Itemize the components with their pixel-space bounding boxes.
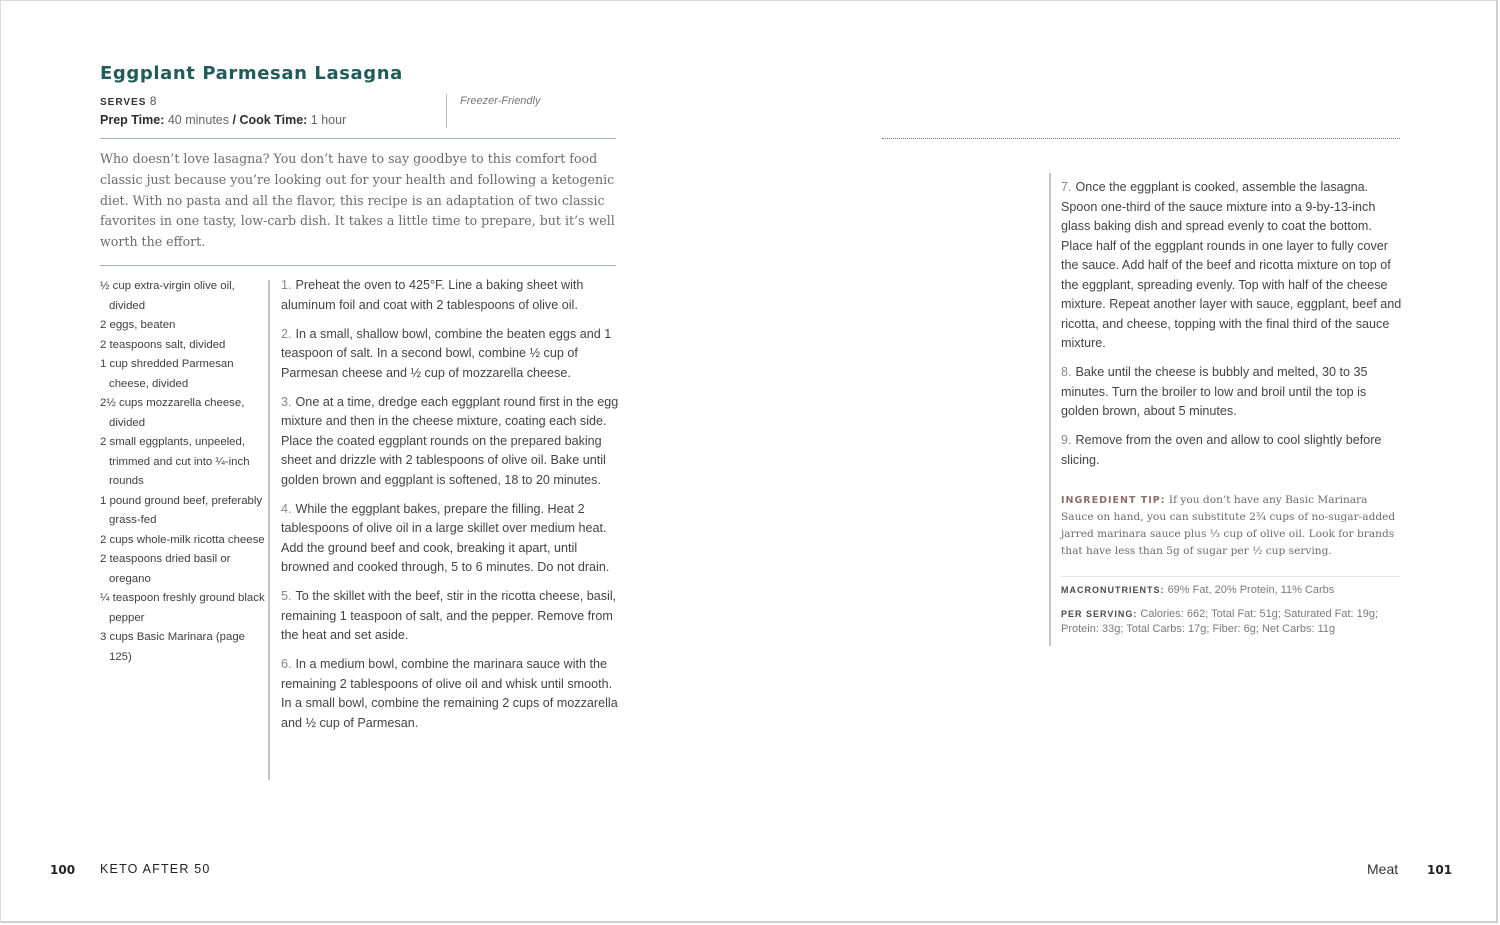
macronutrients <box>1061 583 1401 598</box>
prep-time-value: 40 minutes <box>167 113 230 127</box>
step-text: Bake until the cheese is bubbly and melted, 30 to 35 minutes. Turn the broiler to low and broil until the top is golden brown, about 5 minutes. <box>1061 365 1368 418</box>
step-text: In a small, shallow bowl, combine the beaten eggs and 1 teaspoon of salt. In a second bowl, combine ½ cup of Parmesan cheese and ½ cup of mozzarella cheese. <box>281 326 612 380</box>
step-number: 2. <box>281 326 292 341</box>
recipe-times <box>100 113 346 127</box>
step-number: 6. <box>281 657 292 671</box>
header-rule <box>100 138 616 139</box>
recipe-step <box>281 276 619 315</box>
header-divider <box>446 94 447 128</box>
macronutrients-label: MACRONUTRIENTS: <box>1061 585 1165 595</box>
recipe-step <box>281 655 619 733</box>
serves-value: 8 <box>149 94 157 108</box>
step-number: 9. <box>1061 433 1072 447</box>
prep-time-label: Prep Time: <box>100 113 165 127</box>
ingredient-item: 2 cups whole-milk ricotta cheese <box>100 533 265 546</box>
step-text: One at a time, dredge each eggplant round first in the egg mixture and then in the cheese mixture, coating each side. Place the coated eggplant rounds on the prepared baking sheet and drizzle with 2 tablespoons of olive oil. Bake until golden brown and eggplant is softened, 18 to 20 minutes. <box>281 394 619 487</box>
per-serving-value: Calories: 662; Total Fat: 51g; Saturated Fat: 19g; Protein: 33g; Total Carbs: 17g; Fiber: 6g; Net Carbs: 11g <box>1061 608 1379 635</box>
recipe-title: Eggplant Parmesan Lasagna <box>100 63 403 84</box>
ingredient-item: ½ cup extra-virgin olive oil, divided <box>100 280 235 312</box>
ingredient-item: 2 eggs, beaten <box>100 319 176 331</box>
ingredient-item: 2 small eggplants, unpeeled, trimmed and cut into ¼-inch rounds <box>100 436 250 487</box>
per-serving <box>1061 607 1401 636</box>
steps-right-bar <box>1049 173 1051 646</box>
step-number: 3. <box>281 394 292 409</box>
ingredient-item: 1 cup shredded Parmesan cheese, divided <box>100 358 234 390</box>
recipe-step <box>1061 431 1403 470</box>
freezer-friendly-tag: Freezer-Friendly <box>460 95 541 107</box>
recipe-step <box>281 325 619 384</box>
tip-rule <box>1061 576 1400 577</box>
macronutrients-value: 69% Fat, 20% Protein, 11% Carbs <box>1167 584 1335 596</box>
cook-time-label: Cook Time: <box>239 113 308 127</box>
intro-rule <box>100 265 616 266</box>
recipe-step <box>281 587 619 646</box>
left-page-number: 100 <box>50 863 76 877</box>
step-text: To the skillet with the beef, stir in the ricotta cheese, basil, remaining 1 teaspoon of salt, and the pepper. Remove from the heat and set aside. <box>281 589 617 642</box>
ingredient-item: 2 teaspoons dried basil or oregano <box>100 553 231 585</box>
steps-list-left <box>281 276 619 743</box>
cook-time-value: 1 hour <box>310 113 347 127</box>
serves-label: SERVES <box>100 97 147 108</box>
step-text: Preheat the oven to 425°F. Line a baking sheet with aluminum foil and coat with 2 tablespoons of olive oil. <box>281 278 584 312</box>
book-title: KETO AFTER 50 <box>100 862 211 876</box>
ingredient-item: 3 cups Basic Marinara (page 125) <box>100 631 245 663</box>
ingredient-item: 2 teaspoons salt, divided <box>100 338 226 351</box>
ingredients-list <box>100 277 265 667</box>
step-number: 8. <box>1061 365 1072 379</box>
recipe-intro: Who doesn’t love lasagna? You don’t have to say goodbye to this comfort food classic just because you’re looking out for your health and following a ketogenic diet. With no pasta and all the flavor, this recipe is an adaptation of two classic favorites in one tasty, low-carb dish. It takes a little time to prepare, but it’s well worth the effort. <box>100 151 615 250</box>
right-page-number: 101 <box>1427 863 1453 877</box>
step-text: In a medium bowl, combine the marinara sauce with the remaining 2 tablespoons of olive oil and whisk until smooth. In a small bowl, combine the remaining 2 cups of mozzarella and ½ cup of Parmesan. <box>281 657 618 730</box>
dotted-rule <box>882 138 1400 139</box>
steps-left-bar <box>268 280 270 780</box>
recipe-step <box>281 500 619 578</box>
steps-list-right <box>1061 178 1403 480</box>
step-number: 4. <box>281 501 292 516</box>
section-name: Meat <box>1367 861 1399 877</box>
ingredient-tip-text: If you don’t have any Basic Marinara Sauce on hand, you can substitute 2¾ cups of no-sugar-added jarred marinara sauce plus ⅓ cup of olive oil. Look for brands that have less than 5g of sugar per ½ cup serving. <box>1061 494 1396 557</box>
recipe-step <box>281 393 619 491</box>
time-separator: / <box>232 113 236 127</box>
ingredient-item: 1 pound ground beef, preferably grass-fed <box>100 494 263 526</box>
ingredient-tip-label: INGREDIENT TIP: <box>1061 495 1166 506</box>
step-number: 5. <box>281 589 292 603</box>
step-text: Remove from the oven and allow to cool slightly before slicing. <box>1061 433 1382 467</box>
ingredient-tip <box>1061 492 1401 560</box>
step-number: 7. <box>1061 180 1072 194</box>
ingredient-item: 2½ cups mozzarella cheese, divided <box>100 397 245 429</box>
step-number: 1. <box>281 278 292 292</box>
recipe-step <box>1061 178 1403 354</box>
per-serving-label: PER SERVING: <box>1061 609 1138 619</box>
ingredient-item: ¼ teaspoon freshly ground black pepper <box>100 592 265 624</box>
serves <box>100 94 156 108</box>
recipe-step <box>1061 363 1403 422</box>
step-text: Once the eggplant is cooked, assemble the lasagna. Spoon one-third of the sauce mixture into a 9-by-13-inch glass baking dish and spread evenly to coat the bottom. Place half of the eggplant rounds in one layer to fully cover the sauce. Add half of the beef and ricotta mixture on top of the eggplant, spreading evenly. Top with half of the cheese mixture. Repeat another layer with sauce, eggplant, beef and ricotta, and cheese, topping with the final third of the sauce mixture. <box>1061 180 1402 350</box>
step-text: While the eggplant bakes, prepare the filling. Heat 2 tablespoons of olive oil in a large skillet over medium heat. Add the ground beef and cook, breaking it apart, until browned and cooked through, 5 to 6 minutes. Do not drain. <box>281 501 610 574</box>
